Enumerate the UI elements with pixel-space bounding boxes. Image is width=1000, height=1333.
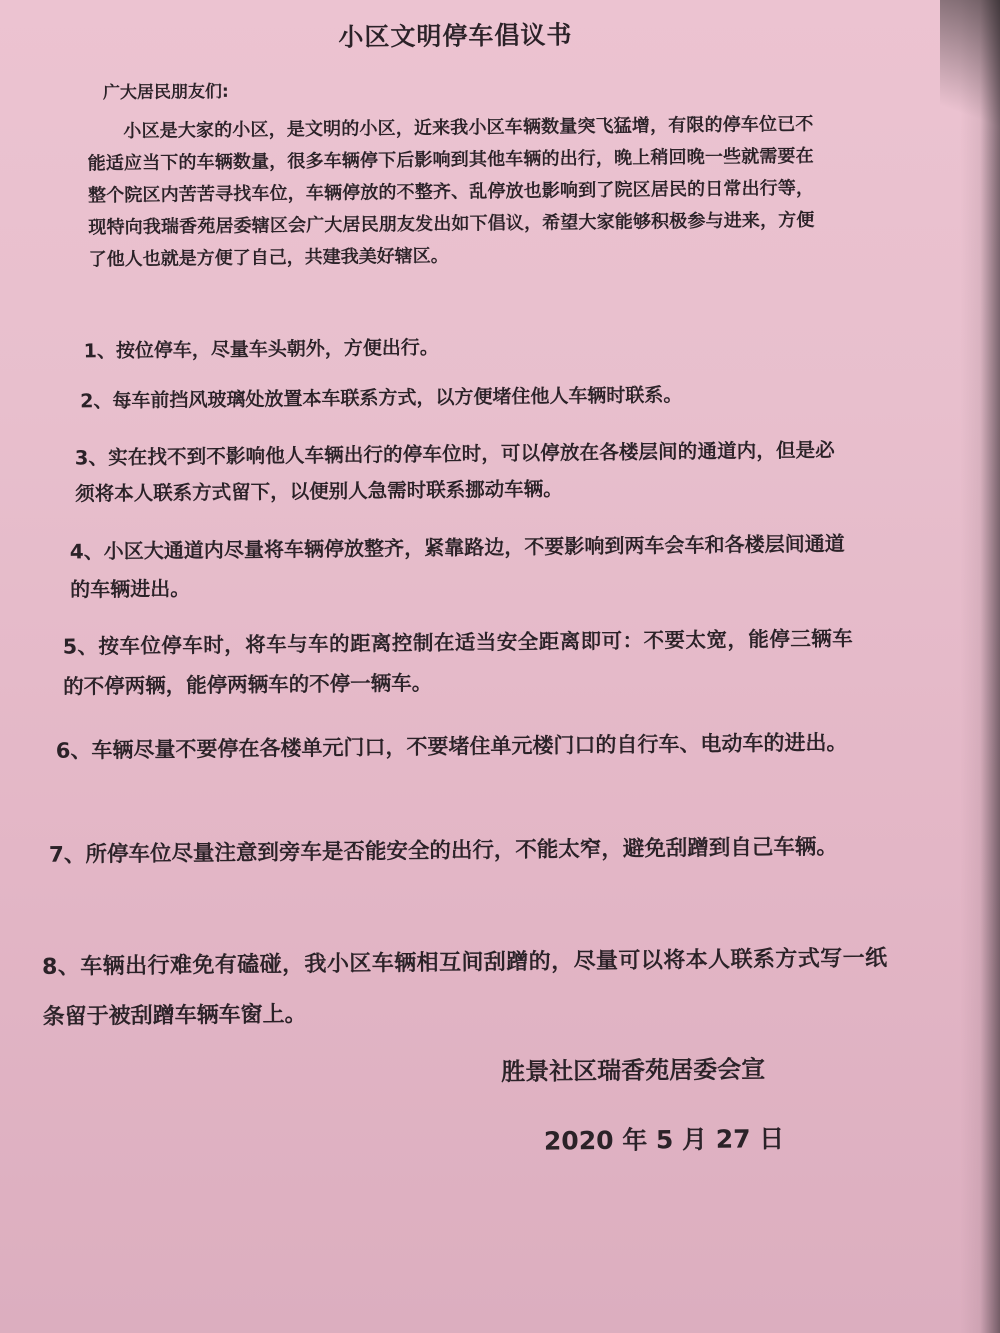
proposal-item-5: 5、按车位停车时，将车与车的距离控制在适当安全距离即可：不要太宽，能停三辆车的不停两辆，能停两辆车的不停一辆车。 (62, 626, 853, 699)
salutation: 广大居民朋友们: (102, 81, 229, 104)
proposal-item-2: 2、每车前挡风玻璃处放置本车联系方式，以方便堵住他人车辆时联系。 (80, 384, 683, 413)
proposal-item-3: 3、实在找不到不影响他人车辆出行的停车位时，可以停放在各楼层间的通道内，但是必须将本人联系方式留下，以便别人急需时联系挪动车辆。 (74, 438, 835, 506)
page-edge-shadow (960, 0, 1000, 1333)
proposal-item-4: 4、小区大通道内尽量将车辆停放整齐，紧靠路边，不要影响到两车会车和各楼层间通道的车辆进出。 (69, 531, 845, 602)
corner-shadow (940, 0, 1000, 160)
issue-date: 2020 年 5 月 27 日 (543, 1124, 785, 1156)
intro-paragraph: 小区是大家的小区，是文明的小区，近来我小区车辆数量突飞猛增，有限的停车位已不能适应当下的车辆数量，很多车辆停下后影响到其他车辆的出行，晚上稍回晚一些就需要在整个院区内苦苦寻找车位，车辆停放的不整齐、乱停放也影响到了院区居民的日常出行等，现特向我瑞香苑居委辖区会广大居民朋友发出如下倡议，希望大家能够积极参与进来，方便了他人也就是方便了自己，共建我美好辖区。 (87, 113, 815, 271)
proposal-item-8: 8、车辆出行难免有磕碰，我小区车辆相互间刮蹭的，尽量可以将本人联系方式写一纸条留于被刮蹭车辆车窗上。 (41, 946, 888, 1030)
proposal-item-1: 1、按位停车，尽量车头朝外，方便出行。 (83, 336, 439, 363)
document-title: 小区文明停车倡议书 (338, 20, 573, 52)
proposal-item-7: 7、所停车位尽量注意到旁车是否能安全的出行，不能太窄，避免刮蹭到自己车辆。 (48, 834, 838, 868)
proposal-item-6: 6、车辆尽量不要停在各楼单元门口，不要堵住单元楼门口的自行车、电动车的进出。 (55, 730, 848, 763)
issuer-signature: 胜景社区瑞香苑居委会宣 (501, 1055, 766, 1087)
